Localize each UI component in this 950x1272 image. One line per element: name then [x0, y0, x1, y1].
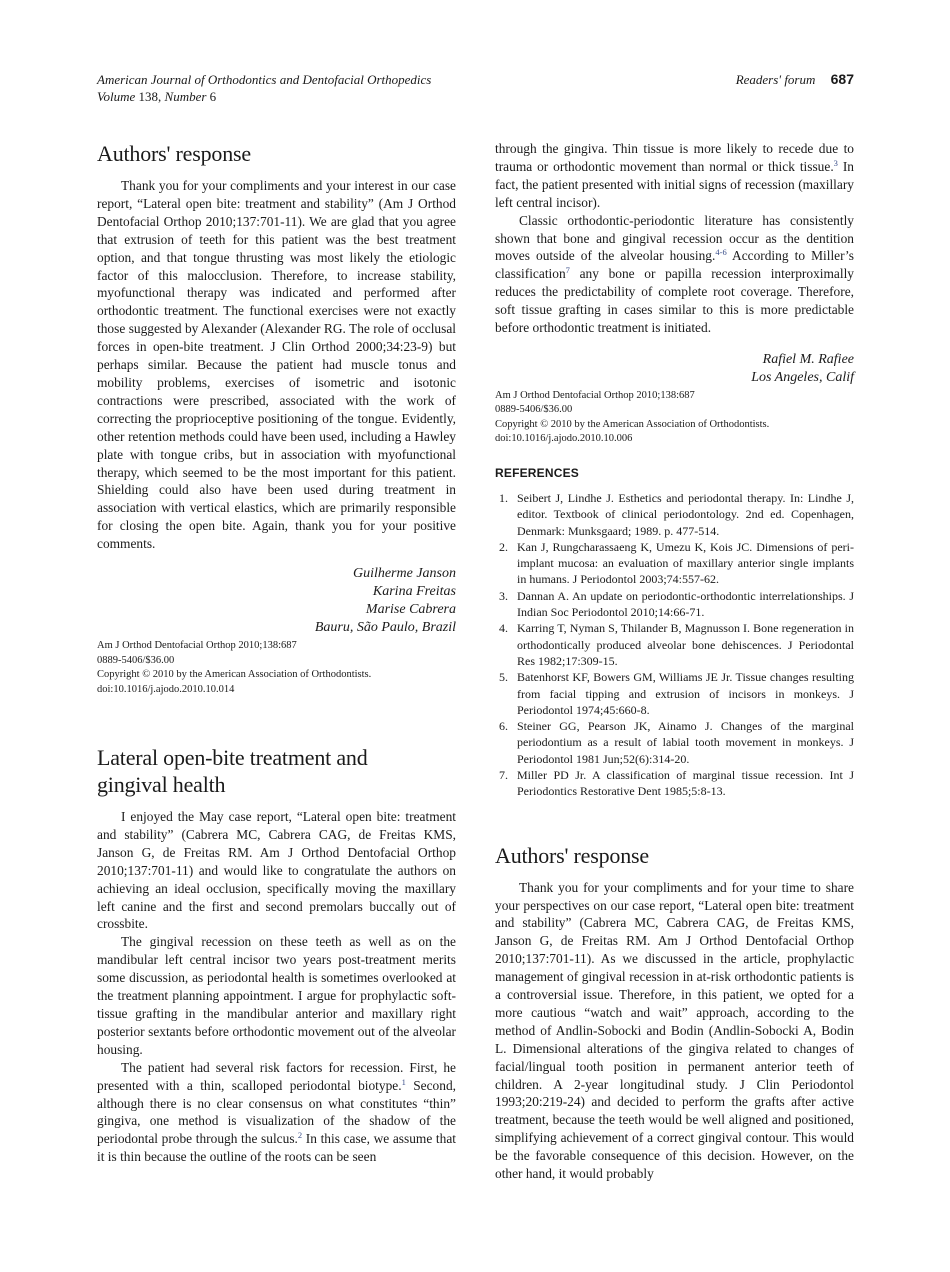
body-paragraph: Thank you for your compliments and for your time to share your perspectives on our case report, “Lateral open bite: treatment and stability” (Cabrera MC, Cabrera CAG, de Freitas KMS, Janson G, de Freitas RM. Am J Orthod Dentofacial Orthop 2010;137:701-11). As we discussed in the article, prophylactic management of gingival recession in at-risk orthodontic patients is a controversial issue. Therefore, in this patient, we opted for a more cautious “watch and wait” approach, according to the method of Andlin-Sobocki and Bodin (Andlin-Sobocki A, Bodin L. Dimensional alterations of the gingiva related to changes of facial/lingual tooth position in permanent anterior teeth of children. A 2-year longitudinal study. J Clin Periodontol 1993;20:219-24) and decided to perform the grafts after active treatment, because the teeth would be well aligned and positioned, simplifying achievement of a correct gingival contour. This would be the favorable consequence of this decision. However, on the other hand, it would probably: [495, 879, 854, 1182]
issn-price: 0889-5406/$36.00: [495, 404, 573, 416]
author-name: Marise Cabrera: [365, 602, 456, 618]
author-name: Karina Freitas: [372, 584, 456, 600]
author-location: Bauru, São Paulo, Brazil: [314, 620, 456, 636]
author-name: Guilherme Janson: [352, 566, 456, 582]
body-paragraph: The patient had several risk factors for recession. First, he presented with a thin, scalloped periodontal biotype.$^1$ Second, although there is no clear consensus on what constitutes “thin” gingiva, one method is visualization of the shadow of the periodontal probe through the sulcus.$^2$ In this case, we assume that it is thin because the outline of the roots can be seen: [97, 1059, 457, 1165]
right-column: [495, 140, 854, 1183]
section-name: Readers' forum: [735, 72, 816, 87]
author-location: Los Angeles, Calif: [751, 369, 854, 385]
reference-link[interactable]: 7: [565, 265, 570, 276]
authors-response-2: [495, 842, 854, 1183]
reference-link[interactable]: 2: [297, 1130, 303, 1141]
author-signature: [97, 565, 456, 637]
volume-line: Volume 138, Number 6: [97, 89, 217, 104]
page-number: 687: [830, 71, 854, 87]
authors-response-1: [97, 140, 456, 697]
section-title: Authors' response: [97, 141, 251, 166]
letter-continuation: [495, 140, 854, 447]
references-heading: REFERENCES: [495, 465, 580, 480]
reference-link[interactable]: 3: [833, 157, 838, 168]
author-name: Rafiel M. Rafiee: [762, 351, 854, 367]
copyright: Copyright © 2010 by the American Association of Orthodontists.: [495, 418, 770, 430]
reference-item: 4. Karring T, Nyman S, Thilander B, Magnusson I. Bone regeneration in orthodontically produced alveolar bone dehiscences. J Periodontal Res 1982;17:309-15.: [499, 621, 854, 668]
body-paragraph: I enjoyed the May case report, “Lateral open bite: treatment and stability” (Cabrera MC, Cabrera CAG, de Freitas KMS, Janson G, de Freitas RM. Am J Orthod Dentofacial Orthop 2010;137:701-11) and would like to congratulate the authors on achieving an ideal occlusion, specifically moving the maxillary left canine and the first and second premolars buccally out of crossbite.: [97, 809, 456, 932]
references-section: [495, 466, 854, 800]
number-label: Number: [164, 89, 207, 104]
reference-link[interactable]: 4-6: [715, 247, 727, 258]
volume-number: 138: [138, 89, 159, 104]
journal-header: [97, 71, 431, 105]
issn-price: 0889-5406/$36.00: [97, 654, 175, 666]
citation-meta: [97, 639, 456, 697]
reference-link[interactable]: 1: [401, 1076, 406, 1087]
body-paragraph: Classic orthodontic-periodontic literature has consistently shown that bone and gingival recession occur as the dentition moves outside of the alveolar housing.$^{4-6}$ According to Miller’s classification$^7$ any bone or papilla recession interproximally reduces the predictability of complete root coverage. Therefore, soft tissue grafting in cases similar to this is more predictable before orthodontic treatment is initiated.: [495, 212, 854, 336]
section-header: [736, 71, 854, 88]
doi-link[interactable]: doi:10.1016/j.ajodo.2010.10.006: [495, 433, 633, 445]
volume-label: Volume: [97, 89, 136, 104]
letter-lateral-open-bite: [97, 744, 456, 1166]
issue-number: 6: [209, 89, 217, 104]
reference-item: 2. Kan J, Rungcharassaeng K, Umezu K, Kois JC. Dimensions of peri-implant mucosa: an evaluation of maxillary anterior single implants in humans. J Periodontol 2003;74:557-62.: [499, 539, 854, 587]
body-paragraph: The gingival recession on these teeth as well as on the mandibular left central incisor two years post-treatment merits some discussion, as periodontal health is sometimes overlooked at the treatment planning appointment. I argue for prophylactic soft-tissue grafting in the mandibular anterior and maxillary right posterior sextants before orthodontic movement out of the alveolar housing.: [97, 934, 456, 1057]
citation: Am J Orthod Dentofacial Orthop 2010;138:687: [495, 389, 695, 401]
body-paragraph: through the gingiva. Thin tissue is more likely to recede due to trauma or orthodontic movement than normal or thick tissue.$^3$ In fact, the patient presented with initial signs of recession (maxillary left central incisor).: [495, 141, 854, 210]
section-title: Authors' response: [495, 842, 649, 868]
section-title: Lateral open-bite treatment and gingival health: [97, 745, 368, 798]
citation: Am J Orthod Dentofacial Orthop 2010;138:687: [97, 640, 297, 652]
copyright: Copyright © 2010 by the American Association of Orthodontists.: [97, 669, 372, 681]
references-list: [495, 490, 854, 800]
left-column: [97, 140, 456, 1166]
journal-title: American Journal of Orthodontics and Dentofacial Orthopedics: [97, 72, 432, 87]
reference-item: 1. Seibert J, Lindhe J. Esthetics and periodontal therapy. In: Lindhe J, editor. Textbook of clinical periodontology. 2nd ed. Copenhagen, Denmark: Munksgaard; 1989. p. 477-514.: [499, 490, 854, 538]
doi-link[interactable]: doi:10.1016/j.ajodo.2010.10.014: [97, 683, 235, 695]
citation-meta: [495, 389, 854, 447]
author-signature: [495, 351, 854, 387]
reference-item: 7. Miller PD Jr. A classification of marginal tissue recession. Int J Periodontics Restorative Dent 1985;5:8-13.: [499, 768, 854, 799]
reference-item: 5. Batenhorst KF, Bowers GM, Williams JE Jr. Tissue changes resulting from facial tipping and extrusion of incisors in monkeys. J Periodontol 1974;45:660-8.: [499, 670, 854, 717]
reference-item: 3. Dannan A. An update on periodontic-orthodontic interrelationships. J Indian Soc Periodontol 2010;14:66-71.: [499, 588, 854, 620]
reference-item: 6. Steiner GG, Pearson JK, Ainamo J. Changes of the marginal periodontium as a result of labial tooth movement in monkeys. J Periodontol 1981 Jun;52(6):314-20.: [499, 719, 854, 766]
body-paragraph: Thank you for your compliments and your interest in our case report, “Lateral open bite: treatment and stability” (Am J Orthod Dentofacial Orthop 2010;137:701-11). We are glad that you agree that extrusion of teeth for this patient was the best treatment option, and that tongue thrusting was most likely the etiologic factor of this malocclusion. Therefore, to increase stability, myofunctional therapy was indicated and performed after orthodontic treatment. The functional exercises were not exactly those suggested by Alexander (Alexander RG. The role of occlusal forces in open-bite treatment. J Clin Orthod 2000;34:23-9) but perhaps similar. Because the patient had muscle tonus and mobility problems, exercises of isometric and isotonic contractions were prescribed, associated with the work of correcting the proprioceptive positioning of the tongue. Evidently, other retention methods could have been used, including a Hawley plate with tongue cribs, but in association with myofunctional therapy, which seemed to be the most important for this patient. Shielding could also have been used during treatment in association with vertical elastics, which are primarily responsible for closing the open bite. Again, thank you for your positive comments.: [97, 178, 456, 552]
